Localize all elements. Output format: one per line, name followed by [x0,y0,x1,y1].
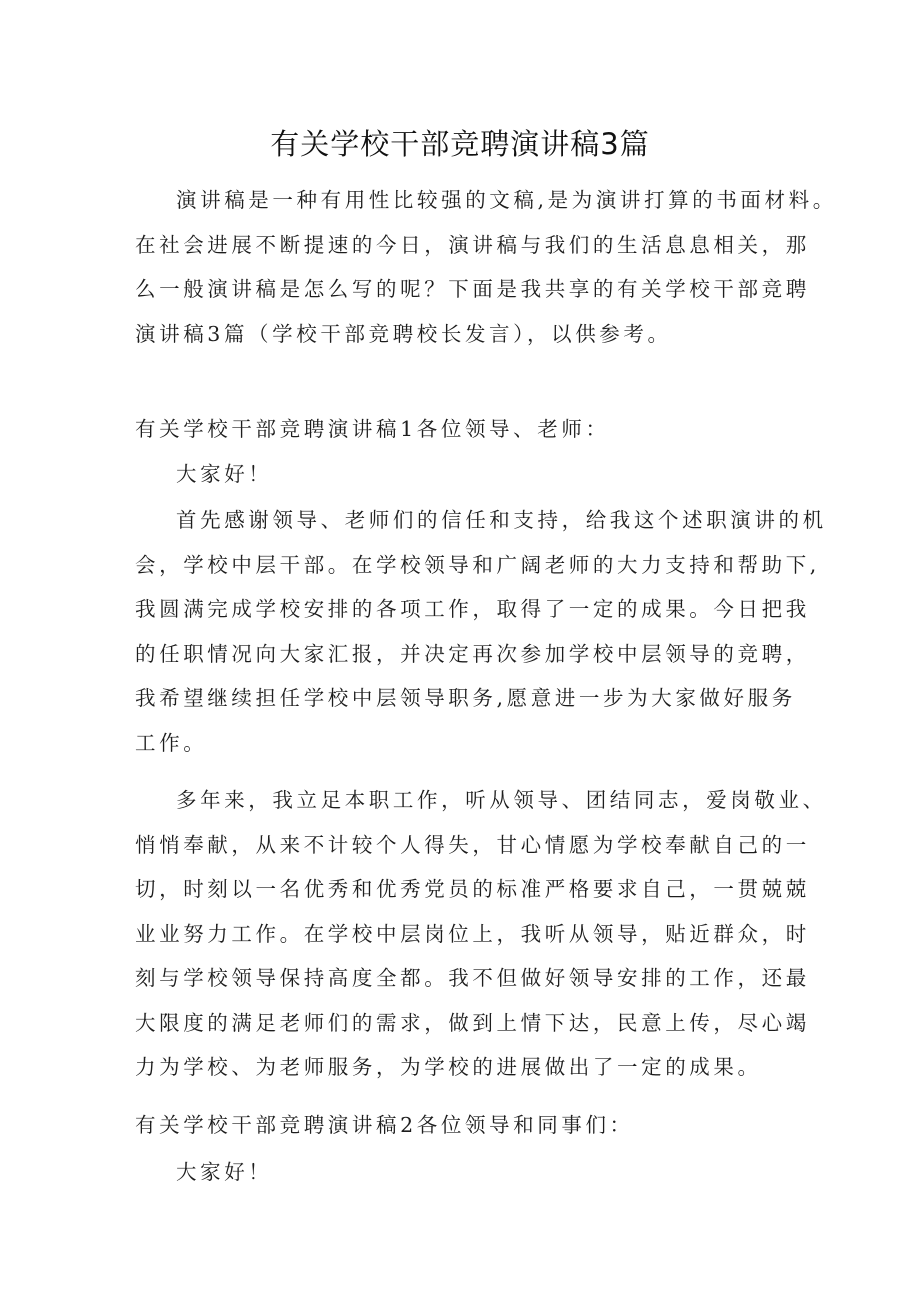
greeting-1 [135,452,803,497]
section-heading-2 [135,1103,803,1148]
intro-line: 在社会进展不断提速的今日，演讲稿与我们的生活息息相关，那 [135,232,810,257]
section-heading-1 [135,407,803,452]
paragraph-line: 的任职情况向大家汇报，并决定再次参加学校中层领导的竞聘， [135,641,810,666]
section1-paragraph-2 [135,778,827,1090]
paragraph-line: 工作。 [135,730,208,755]
intro-line: 演讲稿是一种有用性比较强的文稿,是为演讲打算的书面材料。 [176,188,837,212]
greeting-text: 大家好！ [176,462,273,486]
document-title: 有关学校干部竞聘演讲稿3篇 [270,127,650,161]
paragraph-line: 切，时刻以一名优秀和优秀党员的标准严格要求自己，一贯兢兢 [135,877,810,901]
section-heading-text: 有关学校干部竞聘演讲稿2各位领导和同事们： [135,1113,634,1137]
intro-line: 么一般演讲稿是怎么写的呢？下面是我共享的有关学校干部竞聘 [135,277,810,301]
paragraph-line: 悄悄奉献，从来不计较个人得失，甘心情愿为学校奉献自己的一 [135,832,810,857]
paragraph-line: 会，学校中层干部。在学校领导和广阔老师的大力支持和帮助下, [135,552,820,577]
intro-line: 演讲稿3篇（学校干部竞聘校长发言），以供参考。 [135,321,672,346]
section-heading-text: 有关学校干部竞聘演讲稿1各位领导、老师： [135,417,610,441]
paragraph-line: 力为学校、为老师服务，为学校的进展做出了一定的成果。 [135,1055,762,1079]
paragraph-line: 多年来，我立足本职工作，听从领导、团结同志，爱岗敬业、 [176,788,827,812]
paragraph-line: 大限度的满足老师们的需求，做到上情下达，民意上传，尽心竭 [135,1010,810,1035]
paragraph-line: 我圆满完成学校安排的各项工作，取得了一定的成果。今日把我 [135,597,810,621]
greeting-text: 大家好！ [176,1160,273,1184]
paragraph-line: 业业努力工作。在学校中层岗位上，我听从领导，贴近群众，时 [135,921,810,946]
section1-paragraph-1 [135,498,827,765]
paragraph-line: 我希望继续担任学校中层领导职务,愿意进一步为大家做好服务 [135,686,796,710]
paragraph-line: 首先感谢领导、老师们的信任和支持，给我这个述职演讲的机 [176,508,827,532]
paragraph-line: 刻与学校领导保持高度全都。我不但做好领导安排的工作，还最 [135,966,810,990]
greeting-2 [135,1150,803,1195]
intro-paragraph [135,178,837,356]
